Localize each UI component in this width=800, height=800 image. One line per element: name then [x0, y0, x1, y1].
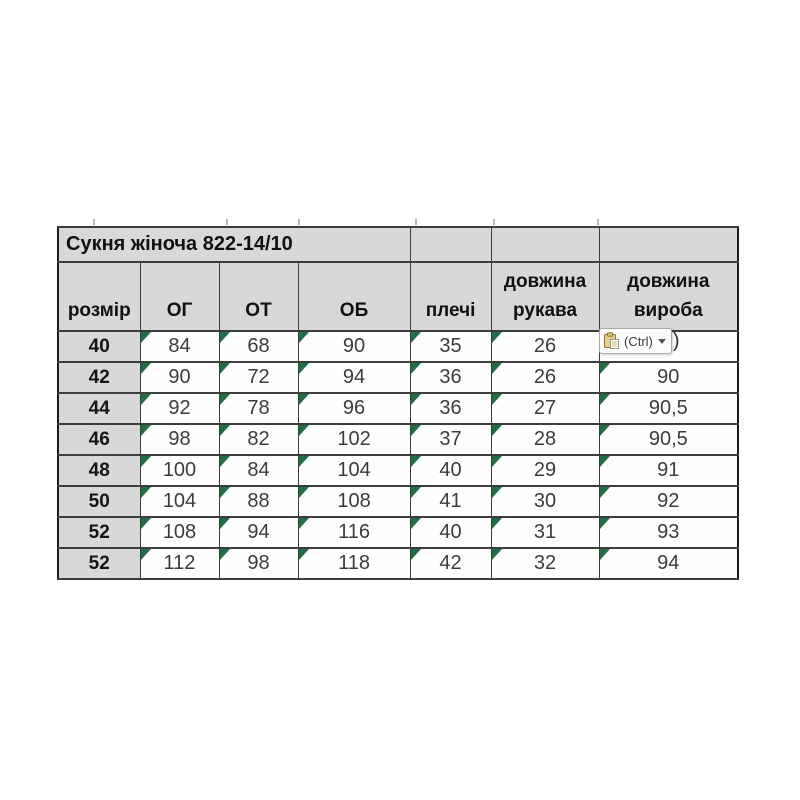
cell-value: 29 — [533, 459, 557, 481]
value-cell[interactable] — [599, 424, 738, 455]
error-triangle-icon — [299, 549, 309, 560]
cell-value: 90 — [342, 335, 366, 357]
value-cell[interactable] — [298, 517, 410, 548]
clipboard-icon — [603, 332, 620, 350]
table-row — [58, 455, 738, 486]
cell-value: 42 — [439, 552, 462, 574]
cell-value: 92 — [657, 490, 680, 512]
error-triangle-icon — [299, 394, 309, 405]
cell-value: 37 — [439, 428, 462, 450]
error-triangle-icon — [600, 487, 610, 498]
table-title-cell[interactable]: Сукня жіноча 822-14/10 — [58, 227, 410, 262]
error-triangle-icon — [220, 363, 230, 374]
size-chart-table — [57, 226, 739, 580]
value-cell[interactable] — [219, 548, 298, 579]
error-triangle-icon — [411, 518, 421, 529]
value-cell[interactable] — [140, 486, 219, 517]
column-header-garment-length[interactable]: довжина вироба — [599, 262, 738, 331]
cell-value: 94 — [342, 366, 366, 388]
paste-options-button[interactable] — [599, 328, 672, 354]
table-row — [58, 486, 738, 517]
cell-value: 92 — [168, 397, 191, 419]
error-triangle-icon — [299, 456, 309, 467]
value-cell[interactable] — [491, 486, 599, 517]
error-triangle-icon — [299, 518, 309, 529]
size-cell[interactable]: 40 — [58, 331, 140, 362]
table-row — [58, 548, 738, 579]
cell-value: 108 — [337, 490, 371, 512]
value-cell[interactable] — [298, 393, 410, 424]
value-cell[interactable] — [140, 331, 219, 362]
cell-value: 30 — [533, 490, 557, 512]
error-triangle-icon — [492, 394, 502, 405]
value-cell[interactable] — [298, 331, 410, 362]
value-cell[interactable] — [491, 393, 599, 424]
value-cell[interactable] — [410, 455, 491, 486]
error-triangle-icon — [141, 425, 151, 436]
value-cell[interactable] — [599, 548, 738, 579]
error-triangle-icon — [299, 363, 309, 374]
cell-value: 26 — [533, 335, 557, 357]
cell-value: 94 — [657, 552, 680, 574]
error-triangle-icon — [299, 487, 309, 498]
cell-value: 100 — [162, 459, 197, 481]
value-cell[interactable] — [219, 455, 298, 486]
cell-value: 28 — [533, 428, 557, 450]
value-cell[interactable] — [298, 362, 410, 393]
cell-value: 40 — [439, 459, 462, 481]
cell-value: 91 — [657, 459, 680, 481]
value-cell[interactable] — [491, 548, 599, 579]
error-triangle-icon — [492, 425, 502, 436]
gridline-stub — [226, 219, 228, 225]
cell-value: 94 — [247, 521, 270, 543]
error-triangle-icon — [220, 456, 230, 467]
cell-value: 31 — [533, 521, 557, 543]
cell-value: 35 — [439, 335, 462, 357]
error-triangle-icon — [141, 518, 151, 529]
paste-button-label: (Ctrl) — [624, 333, 653, 349]
cell-value: 82 — [247, 428, 270, 450]
table-row — [58, 517, 738, 548]
error-triangle-icon — [492, 487, 502, 498]
paste-options-overlay — [599, 326, 680, 356]
cell-value: 90,5 — [648, 428, 688, 450]
value-cell[interactable] — [599, 362, 738, 393]
cell-value: 84 — [247, 459, 270, 481]
value-cell[interactable] — [491, 424, 599, 455]
value-cell[interactable] — [410, 548, 491, 579]
value-cell[interactable] — [140, 548, 219, 579]
table-row — [58, 362, 738, 393]
value-cell[interactable] — [599, 486, 738, 517]
error-triangle-icon — [220, 425, 230, 436]
cell-value: 116 — [338, 521, 370, 543]
gridline-stub — [298, 219, 300, 225]
cell-value: 32 — [533, 552, 557, 574]
error-triangle-icon — [411, 363, 421, 374]
error-triangle-icon — [492, 363, 502, 374]
value-cell[interactable] — [599, 393, 738, 424]
cell-value: 90 — [168, 366, 191, 388]
error-triangle-icon — [220, 394, 230, 405]
cell-value: 26 — [533, 366, 557, 388]
error-triangle-icon — [141, 363, 151, 374]
error-triangle-icon — [141, 332, 151, 343]
cell-value: 41 — [439, 490, 462, 512]
error-triangle-icon — [411, 394, 421, 405]
error-triangle-icon — [600, 425, 610, 436]
value-cell[interactable] — [599, 455, 738, 486]
table-row — [58, 393, 738, 424]
column-header-sleeve-length[interactable]: довжина рукава — [491, 262, 599, 331]
value-cell[interactable] — [140, 455, 219, 486]
cell-value: 112 — [163, 552, 196, 574]
error-triangle-icon — [411, 487, 421, 498]
obscured-cell-text: ) — [672, 330, 680, 352]
cell-value: 88 — [247, 490, 270, 512]
empty-cell[interactable] — [410, 227, 491, 262]
value-cell[interactable] — [219, 393, 298, 424]
cell-value: 27 — [533, 397, 557, 419]
error-triangle-icon — [141, 394, 151, 405]
cell-value: 104 — [162, 490, 197, 512]
error-triangle-icon — [600, 549, 610, 560]
gridline-stub — [415, 219, 417, 225]
column-header-shoulders[interactable]: плечі — [410, 262, 491, 331]
error-triangle-icon — [411, 425, 421, 436]
size-cell[interactable]: 44 — [58, 393, 140, 424]
error-triangle-icon — [411, 332, 421, 343]
error-triangle-icon — [220, 332, 230, 343]
error-triangle-icon — [492, 518, 502, 529]
error-triangle-icon — [141, 549, 151, 560]
error-triangle-icon — [492, 456, 502, 467]
error-triangle-icon — [411, 456, 421, 467]
error-triangle-icon — [600, 394, 610, 405]
cell-value: 108 — [162, 521, 197, 543]
value-cell[interactable] — [140, 517, 219, 548]
cell-value: 68 — [247, 335, 270, 357]
cell-value: 40 — [439, 521, 462, 543]
error-triangle-icon — [492, 332, 502, 343]
error-triangle-icon — [220, 549, 230, 560]
column-header-hips[interactable]: ОБ — [298, 262, 410, 331]
gridline-stub — [597, 219, 599, 225]
gridline-stub — [93, 219, 95, 225]
value-cell[interactable] — [410, 486, 491, 517]
table-row — [58, 424, 738, 455]
value-cell[interactable] — [410, 362, 491, 393]
error-triangle-icon — [220, 518, 230, 529]
error-triangle-icon — [299, 425, 309, 436]
empty-cell[interactable] — [599, 227, 738, 262]
caret-down-icon — [658, 339, 666, 344]
column-header-bust[interactable]: ОГ — [140, 262, 219, 331]
cell-value: 78 — [247, 397, 270, 419]
spreadsheet-region — [57, 226, 737, 573]
value-cell[interactable] — [491, 455, 599, 486]
value-cell[interactable] — [219, 331, 298, 362]
size-cell[interactable]: 42 — [58, 362, 140, 393]
value-cell[interactable] — [410, 331, 491, 362]
cell-value: 104 — [337, 459, 371, 481]
gridline-stub — [493, 219, 495, 225]
title-row — [58, 227, 738, 262]
value-cell[interactable] — [491, 362, 599, 393]
cell-value: 90,5 — [648, 397, 688, 419]
cell-value: 90 — [657, 366, 680, 388]
cell-value: 102 — [337, 428, 371, 450]
cell-value: 93 — [657, 521, 680, 543]
value-cell[interactable] — [491, 517, 599, 548]
header-row — [58, 262, 738, 331]
value-cell[interactable] — [219, 486, 298, 517]
error-triangle-icon — [299, 332, 309, 343]
error-triangle-icon — [141, 487, 151, 498]
size-cell[interactable]: 48 — [58, 455, 140, 486]
cell-value: 36 — [439, 366, 462, 388]
error-triangle-icon — [600, 363, 610, 374]
cell-value: 84 — [168, 335, 191, 357]
cell-value: 96 — [342, 397, 366, 419]
error-triangle-icon — [141, 456, 151, 467]
size-cell[interactable]: 52 — [58, 548, 140, 579]
value-cell[interactable] — [219, 517, 298, 548]
error-triangle-icon — [600, 456, 610, 467]
value-cell[interactable] — [140, 424, 219, 455]
cell-value: 72 — [247, 366, 270, 388]
empty-cell[interactable] — [491, 227, 599, 262]
value-cell[interactable] — [298, 424, 410, 455]
value-cell[interactable] — [298, 486, 410, 517]
error-triangle-icon — [600, 518, 610, 529]
size-cell[interactable]: 46 — [58, 424, 140, 455]
size-cell[interactable]: 52 — [58, 517, 140, 548]
value-cell[interactable] — [410, 424, 491, 455]
value-cell[interactable] — [219, 362, 298, 393]
value-cell[interactable] — [140, 393, 219, 424]
cell-value: 98 — [247, 552, 270, 574]
value-cell[interactable] — [410, 517, 491, 548]
value-cell[interactable] — [298, 455, 410, 486]
value-cell[interactable] — [491, 331, 599, 362]
error-triangle-icon — [220, 487, 230, 498]
column-header-size[interactable]: розмір — [58, 262, 140, 331]
value-cell[interactable] — [599, 517, 738, 548]
cell-value: 98 — [168, 428, 191, 450]
column-header-waist[interactable]: ОТ — [219, 262, 298, 331]
cell-value: 36 — [439, 397, 462, 419]
error-triangle-icon — [411, 549, 421, 560]
cell-value: 118 — [338, 552, 370, 574]
error-triangle-icon — [492, 549, 502, 560]
size-cell[interactable]: 50 — [58, 486, 140, 517]
value-cell[interactable] — [410, 393, 491, 424]
value-cell[interactable] — [219, 424, 298, 455]
value-cell[interactable] — [140, 362, 219, 393]
value-cell[interactable] — [298, 548, 410, 579]
